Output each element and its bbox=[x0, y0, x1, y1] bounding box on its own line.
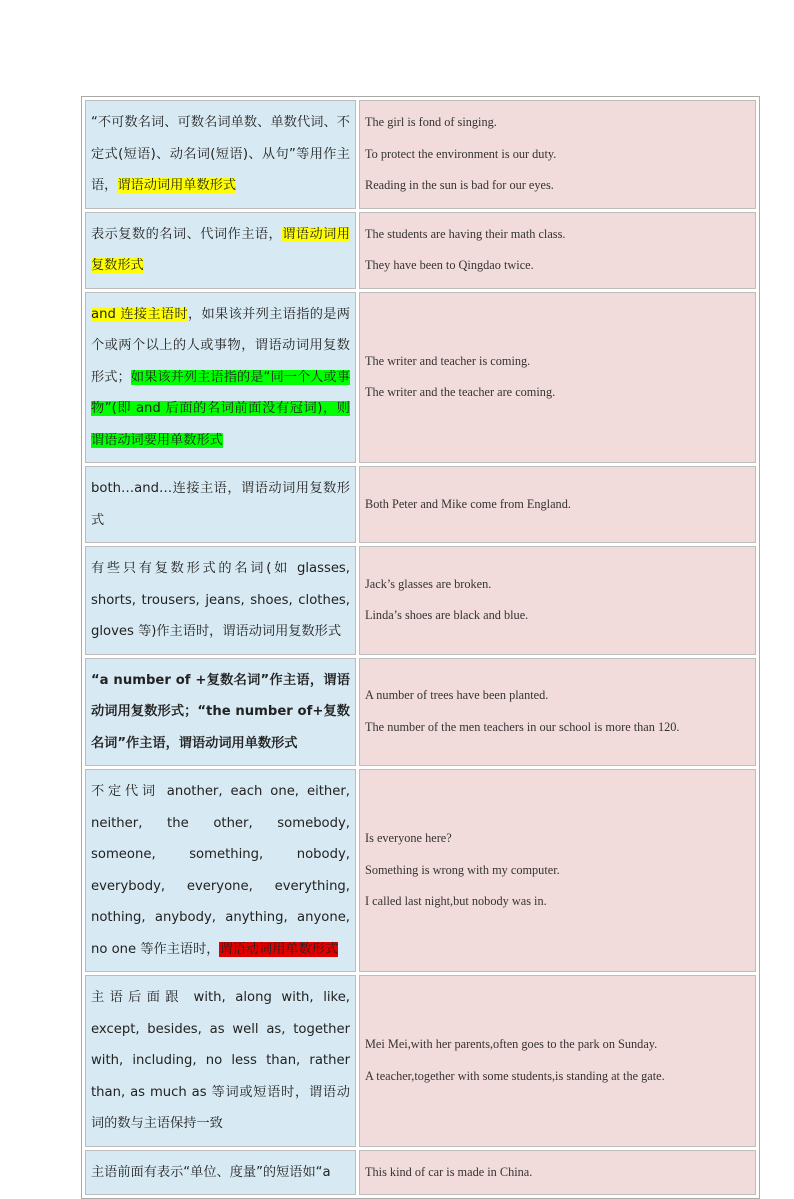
rule-cell bbox=[85, 658, 356, 767]
rule-text: 有些只有复数形式的名词(如 glasses, shorts, trousers, jeans, shoes, clothes, gloves 等)作主语时，谓语动词用复数形式 bbox=[91, 561, 350, 639]
example-cell bbox=[359, 769, 756, 972]
example-sentence: To protect the environment is our duty. bbox=[365, 146, 557, 161]
example-sentence: The writer and teacher is coming. bbox=[365, 353, 531, 368]
example-sentence: Both Peter and Mike come from England. bbox=[365, 496, 571, 511]
table-row bbox=[85, 769, 756, 972]
table-row bbox=[85, 658, 756, 767]
table-row bbox=[85, 1150, 756, 1196]
example-cell bbox=[359, 546, 756, 655]
example-sentence: Linda’s shoes are black and blue. bbox=[365, 608, 529, 623]
table-row bbox=[85, 466, 756, 543]
rule-text: “不可数名词、可数名词单数、单数代词、不定式(短语)、动名词(短语)、从句”等用作主语， bbox=[91, 115, 350, 193]
example-sentence: Something is wrong with my computer. bbox=[365, 862, 560, 877]
example-sentence: A teacher,together with some students,is standing at the gate. bbox=[365, 1068, 665, 1083]
rule-text: both…and…连接主语，谓语动词用复数形式 bbox=[91, 481, 350, 528]
rule-cell bbox=[85, 546, 356, 655]
rule-text: “a number of +复数名词”作主语，谓语动词用复数形式；“the number of+复数名词”作主语，谓语动词用单数形式 bbox=[91, 672, 350, 751]
example-cell bbox=[359, 1150, 756, 1196]
rule-cell bbox=[85, 975, 356, 1147]
table-row bbox=[85, 975, 756, 1147]
example-sentence: I called last night,but nobody was in. bbox=[365, 894, 547, 909]
example-sentence: They have been to Qingdao twice. bbox=[365, 258, 534, 272]
example-cell bbox=[359, 100, 756, 209]
example-sentence: The students are having their math class. bbox=[365, 226, 566, 241]
table-row bbox=[85, 212, 756, 289]
table-row bbox=[85, 292, 756, 464]
rule-text: 主语前面有表示“单位、度量”的短语如“a bbox=[91, 1164, 331, 1180]
rule-highlight-red: 谓语动词用单数形式 bbox=[219, 941, 339, 957]
rule-highlight-green: 如果该并列主语指的是“同一个人或事物”(即 and 后面的名词前面没有冠词)，则谓语动词要用单数形式 bbox=[91, 369, 350, 448]
example-sentence: The number of the men teachers in our school is more than 120. bbox=[365, 719, 680, 734]
example-sentence: The girl is fond of singing. bbox=[365, 115, 497, 129]
rule-text: 不定代词 another, each one, either, neither, the other, somebody, someone, something, nobody, everybody, everyone, everything, nothing, anybody, anything, anyone, no one 等作主语时， bbox=[91, 784, 350, 957]
table-row bbox=[85, 100, 756, 209]
example-sentence: Is everyone here? bbox=[365, 831, 452, 846]
example-sentence: This kind of car is made in China. bbox=[365, 1164, 533, 1179]
grammar-table bbox=[81, 96, 760, 1199]
rule-cell bbox=[85, 466, 356, 543]
rule-text: 表示复数的名词、代词作主语， bbox=[91, 226, 283, 242]
example-sentence: A number of trees have been planted. bbox=[365, 688, 549, 703]
example-sentence: Mei Mei,with her parents,often goes to the park on Sunday. bbox=[365, 1037, 658, 1052]
rule-cell bbox=[85, 100, 356, 209]
rule-highlight: 谓语动词用复数形式 bbox=[91, 226, 350, 273]
rule-cell bbox=[85, 769, 356, 972]
rule-text: 主语后面跟 with, along with, like, except, besides, as well as, together with, including, no less than, rather than, as much as 等词或短语时，谓语动词的数与主语保持一致 bbox=[91, 990, 350, 1131]
table-row bbox=[85, 546, 756, 655]
example-cell bbox=[359, 212, 756, 289]
rule-cell bbox=[85, 292, 356, 464]
rule-highlight: 谓语动词用单数形式 bbox=[117, 178, 237, 193]
example-sentence: Jack’s glasses are broken. bbox=[365, 576, 492, 591]
example-cell bbox=[359, 466, 756, 543]
example-cell bbox=[359, 975, 756, 1147]
example-cell bbox=[359, 292, 756, 464]
rule-text: ，如果该并列主语指的是两个或两个以上的人或事物，谓语动词用复数形式； bbox=[91, 306, 350, 385]
example-cell bbox=[359, 658, 756, 767]
rule-cell bbox=[85, 212, 356, 289]
example-sentence: Reading in the sun is bad for our eyes. bbox=[365, 178, 554, 192]
example-sentence: The writer and the teacher are coming. bbox=[365, 385, 556, 400]
rule-highlight: and 连接主语时 bbox=[91, 306, 188, 322]
rule-cell bbox=[85, 1150, 356, 1196]
